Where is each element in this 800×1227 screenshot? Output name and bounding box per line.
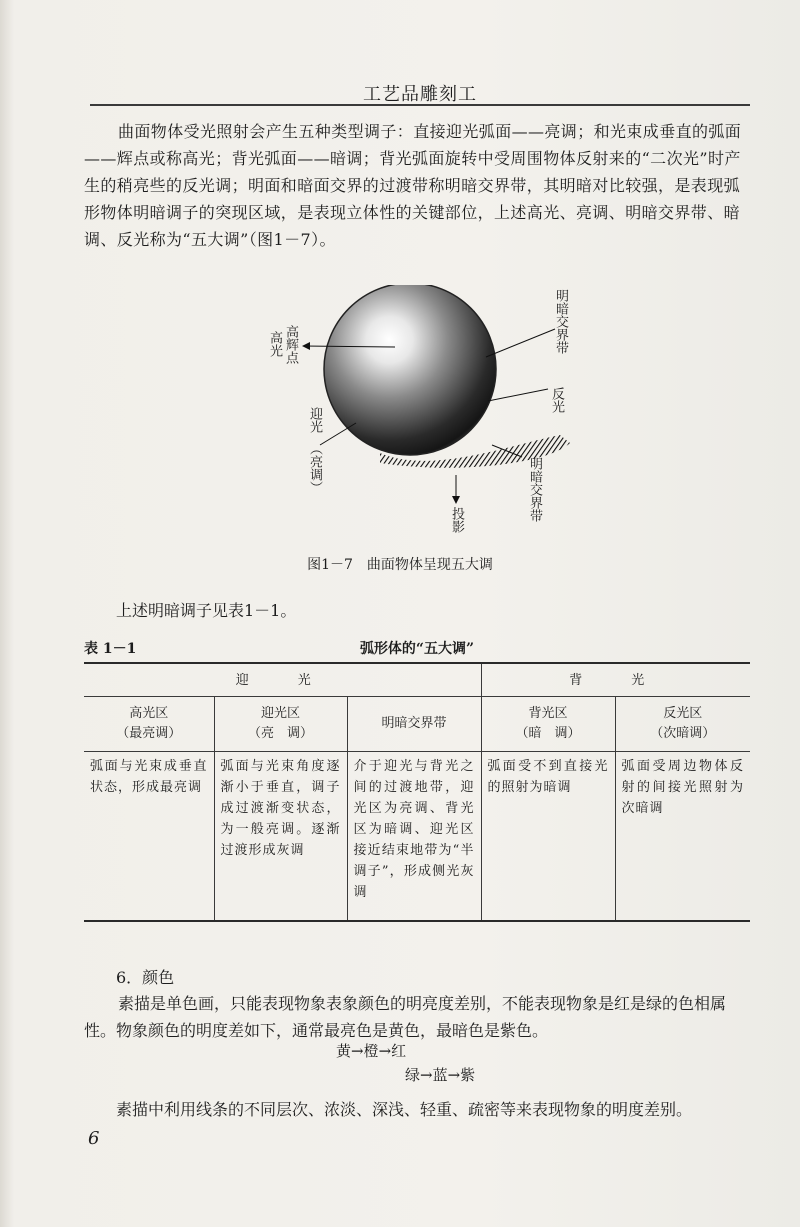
paragraph-color: 素描是单色画，只能表现物象表象颜色的明亮度差别，不能表现物象是红是绿的色相属性。物象颜色的明度差如下，通常最亮色是黄色，最暗色是紫色。 [84, 994, 727, 1040]
table-zone-row [84, 697, 750, 752]
table-group-row [84, 663, 750, 697]
desc-highlight: 弧面与光束成垂直状态，形成最亮调 [84, 752, 214, 922]
paragraph-five-tones: 曲面物体受光照射会产生五种类型调子：直接迎光弧面——亮调；和光束成垂直的弧面——辉点或称高光；背光弧面——暗调；背光弧面旋转中受周围物体反射来的“二次光”时产生的稍亮些的反光调；明面和暗面交界的过渡带称明暗交界带，其明暗对比较强，是表现弧形物体明暗调子的突现区域，是表现立体性的关键部位，上述高光、亮调、明暗交界带、暗调、反光称为“五大调”（图1－7）。 [84, 122, 742, 249]
zone-shadow [481, 697, 615, 752]
paragraph-line-tones: 素描中利用线条的不同层次、浓淡、深浅、轻重、疏密等来表现物象的明度差别。 [116, 1100, 693, 1119]
table-number: 表 1－1 [84, 641, 137, 657]
sphere-figure [230, 285, 590, 545]
warm-color-sequence: 黄→橙→红 [336, 1042, 407, 1060]
zone-terminator [347, 697, 481, 752]
label-lit-tone: （亮调） [307, 442, 322, 494]
table-title: 弧形体的“五大调” [359, 641, 475, 657]
label-terminator-bottom: 明暗交界带 [527, 457, 542, 522]
zone-sub: （最亮调） [116, 726, 182, 741]
table-title-row [84, 638, 750, 662]
zone-name: 明暗交界带 [381, 716, 447, 731]
label-cast-shadow: 投影 [449, 507, 464, 533]
five-tones-table [84, 662, 750, 922]
zone-sub: （暗 调） [515, 726, 581, 741]
label-reflected-light: 反光 [549, 387, 564, 413]
zone-highlight [84, 697, 214, 752]
running-header [90, 78, 750, 106]
label-highlight: 高光 [267, 331, 282, 357]
zone-name: 迎光区 [260, 706, 300, 721]
page-number: 6 [88, 1128, 100, 1149]
sphere [324, 285, 496, 455]
group-shadow: 背 光 [481, 663, 750, 697]
zone-reflected [615, 697, 750, 752]
desc-lit: 弧面与光束角度逐渐小于垂直，调子成过渡渐变状态，为一般亮调。逐渐过渡形成灰调 [214, 752, 347, 922]
zone-sub: （亮 调） [247, 726, 313, 741]
label-highlight-point: 高辉点 [283, 325, 298, 364]
desc-reflected: 弧面受周边物体反射的间接光照射为次暗调 [615, 752, 750, 922]
zone-name: 反光区 [663, 706, 703, 721]
section-heading-color: 6．颜色 [116, 968, 175, 987]
label-lit-side: 迎光 [307, 407, 322, 433]
zone-name: 背光区 [528, 706, 568, 721]
label-terminator-top: 明暗交界带 [553, 289, 568, 354]
cool-color-sequence: 绿→蓝→紫 [405, 1066, 476, 1084]
zone-sub: （次暗调） [650, 726, 716, 741]
highlight-arrowhead [302, 342, 310, 350]
cast-arrowhead [452, 496, 460, 504]
header-title: 工艺品雕刻工 [363, 84, 477, 105]
group-lit: 迎 光 [84, 663, 481, 697]
figure-caption: 图1－7 曲面物体呈现五大调 [307, 557, 493, 573]
zone-name: 高光区 [129, 706, 169, 721]
desc-terminator: 介于迎光与背光之间的过渡地带，迎光区为亮调、背光区为暗调、迎光区接近结束地带为“半调子”，形成侧光灰调 [347, 752, 481, 922]
paragraph-table-ref: 上述明暗调子见表1－1。 [116, 601, 297, 620]
zone-lit [214, 697, 347, 752]
desc-shadow: 弧面受不到直接光的照射为暗调 [481, 752, 615, 922]
table-description-row [84, 752, 750, 922]
